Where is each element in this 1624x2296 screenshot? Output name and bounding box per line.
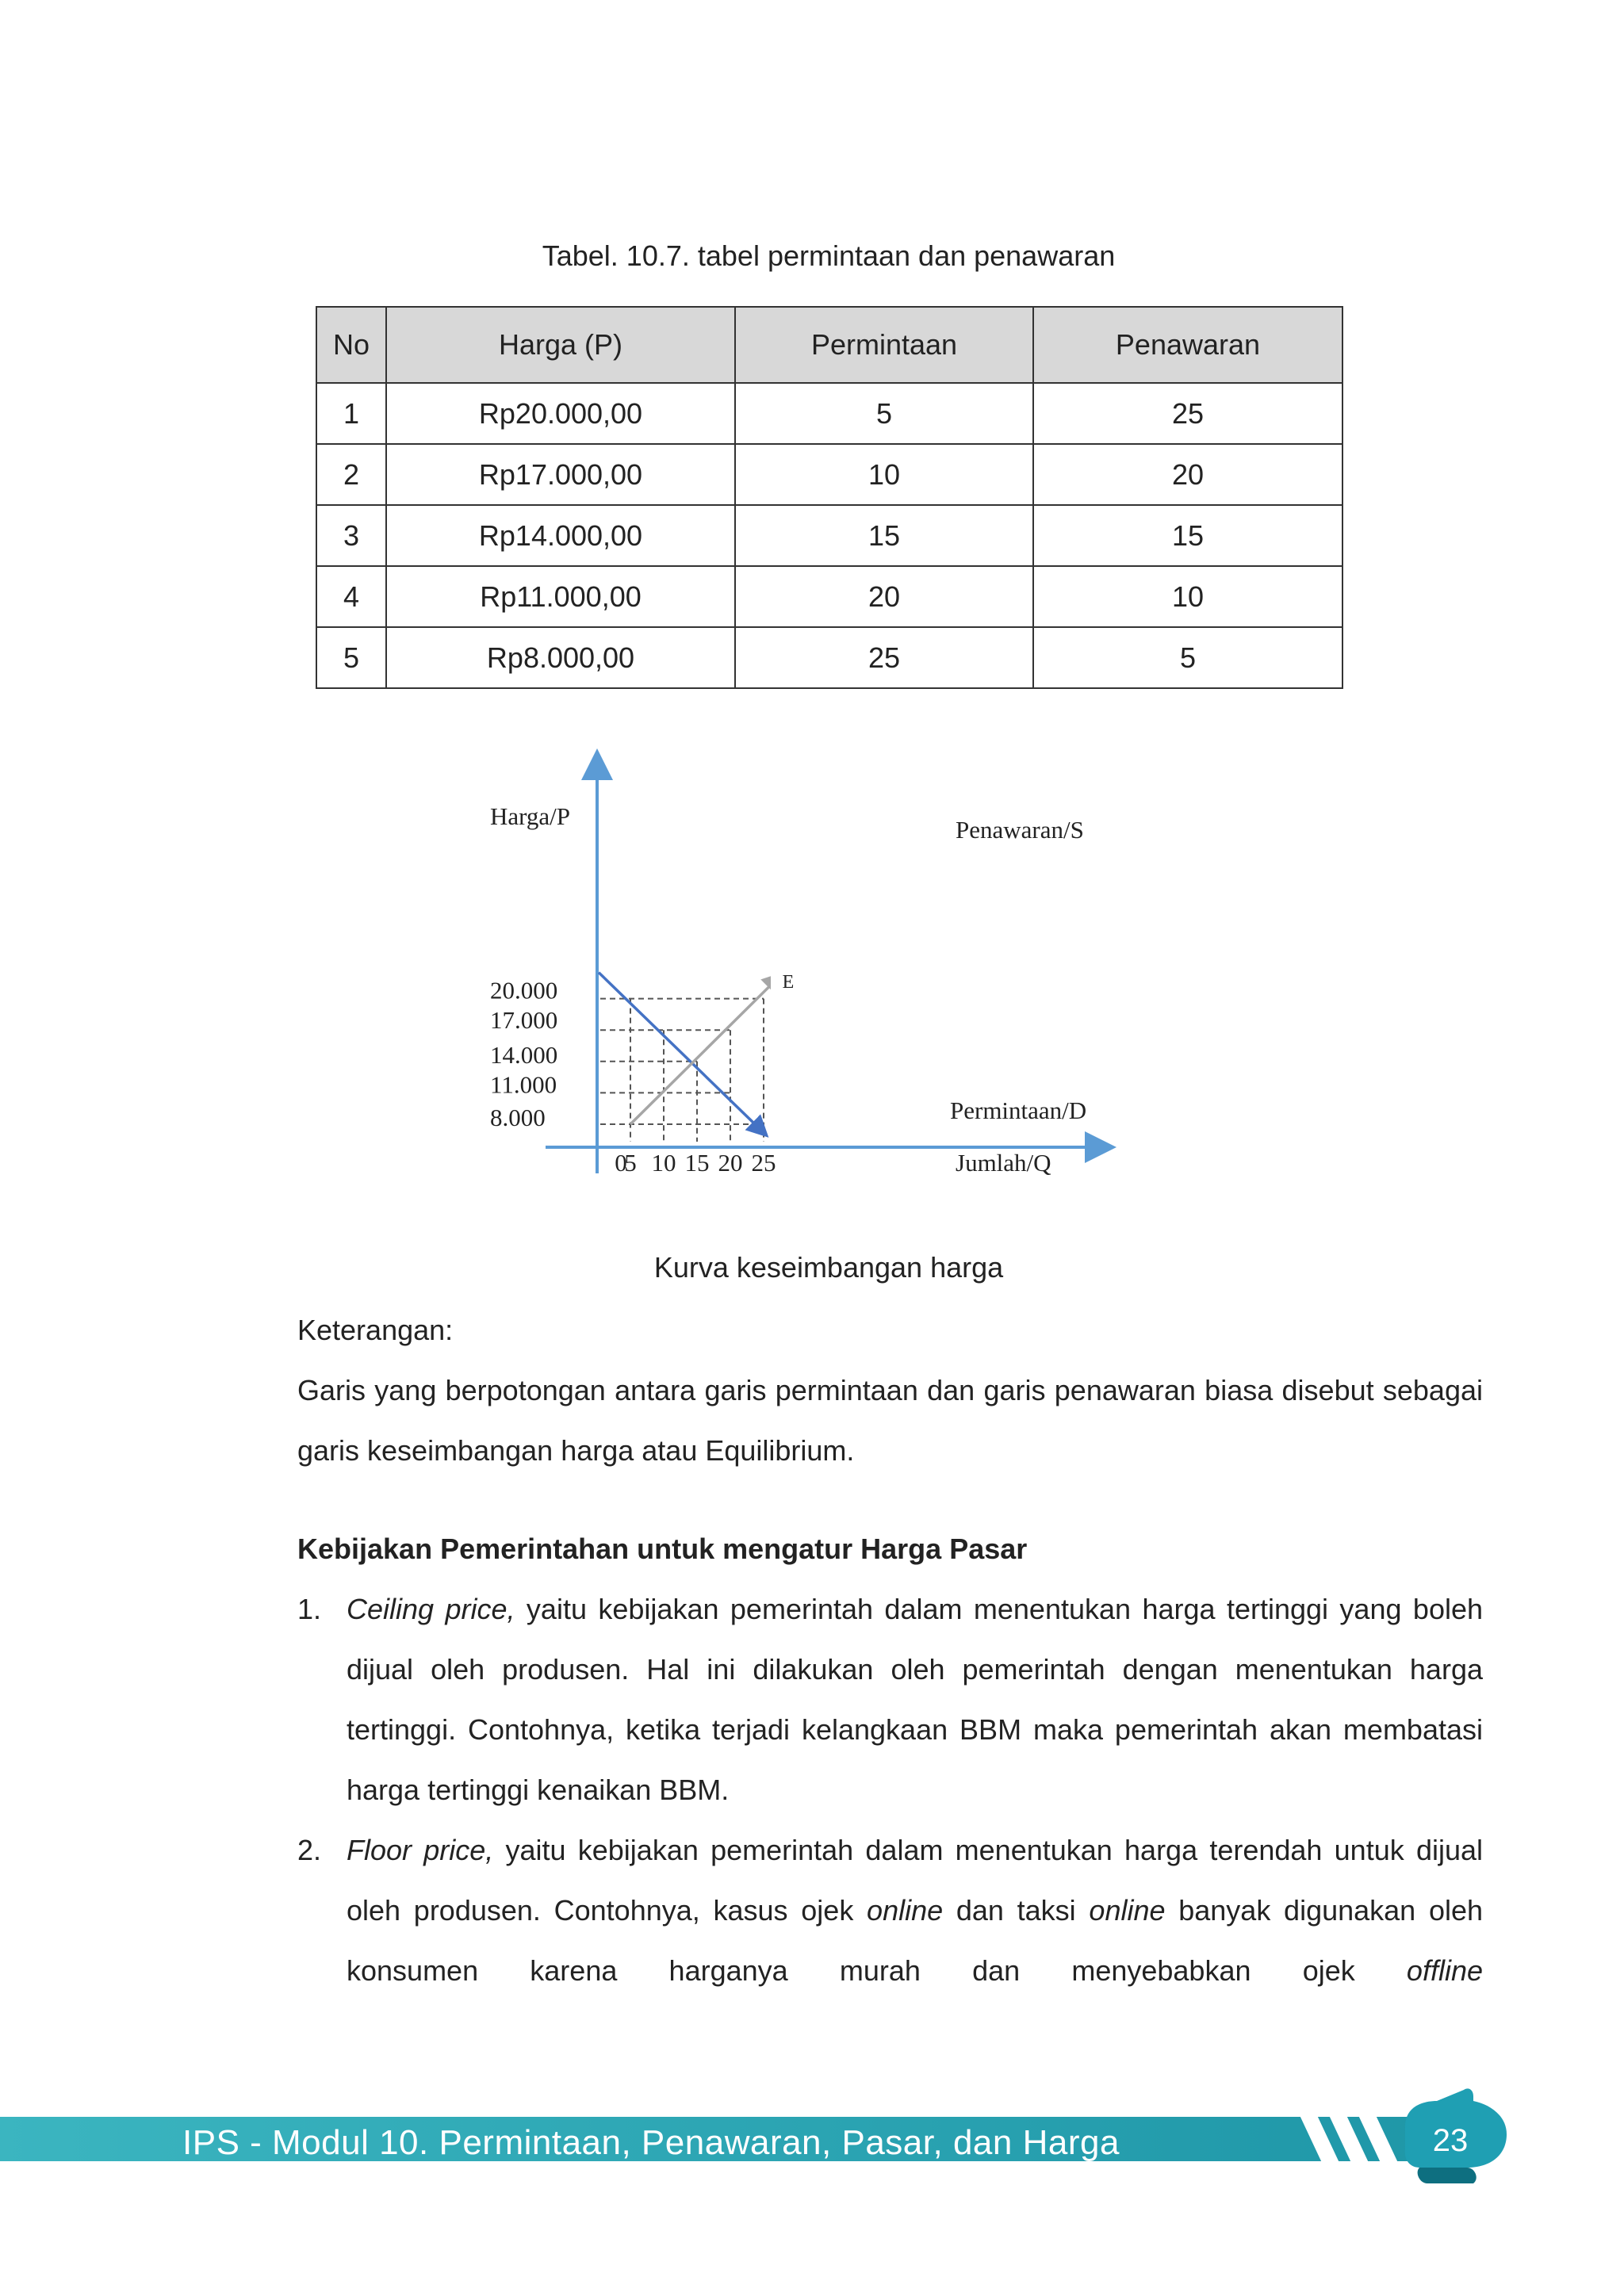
header-no: No xyxy=(316,307,386,383)
cell-permintaan: 10 xyxy=(735,444,1033,505)
cell-penawaran: 20 xyxy=(1033,444,1342,505)
cell-harga: Rp8.000,00 xyxy=(386,627,735,688)
table-row xyxy=(316,444,1342,505)
x-tick-label: 20 xyxy=(718,1149,743,1177)
y-tick-label: 11.000 xyxy=(490,1070,557,1099)
cell-harga: Rp14.000,00 xyxy=(386,505,735,566)
cell-harga: Rp20.000,00 xyxy=(386,383,735,444)
list-number: 2. xyxy=(297,1834,322,1866)
table-row xyxy=(316,566,1342,627)
item2-text-c: banyak digunakan oleh konsumen karena harganya murah dan menyebabkan ojek xyxy=(347,1894,1484,1987)
table-row xyxy=(316,383,1342,444)
cell-penawaran: 15 xyxy=(1033,505,1342,566)
cell-harga: Rp11.000,00 xyxy=(386,566,735,627)
list-item xyxy=(297,1820,1483,2001)
y-axis-label: Harga/P xyxy=(490,802,571,830)
cell-no: 2 xyxy=(316,444,386,505)
page-number: 23 xyxy=(1432,2123,1469,2158)
x-tick-label: 25 xyxy=(751,1149,776,1177)
footer-title: IPS - Modul 10. Permintaan, Penawaran, Pasar, dan Harga xyxy=(182,2123,1120,2162)
x-tick-label: 5 xyxy=(624,1149,637,1177)
series-lines xyxy=(599,973,780,1134)
term-floor-price: Floor price, xyxy=(347,1834,494,1866)
equilibrium-label: E xyxy=(782,972,795,993)
word-offline: offline xyxy=(1406,1954,1483,1987)
term-ceiling-price: Ceiling price, xyxy=(347,1593,515,1625)
cell-no: 5 xyxy=(316,627,386,688)
page-badge-shadow xyxy=(1418,2168,1477,2183)
y-tick-label: 14.000 xyxy=(490,1040,558,1069)
table-row xyxy=(316,627,1342,688)
item1-text: yaitu kebijakan pemerintah dalam menentukan harga tertinggi yang boleh dijual oleh produsen. Hal ini dilakukan oleh pemerintah dengan menentukan harga tertinggi. Contohnya, ketika terjadi kelangkaan BBM maka pemerintah akan membatasi harga tertinggi kenaikan BBM. xyxy=(347,1593,1483,1806)
demand-curve xyxy=(599,973,764,1134)
y-tick-label: 17.000 xyxy=(490,1006,558,1035)
cell-penawaran: 25 xyxy=(1033,383,1342,444)
table-header-row xyxy=(316,307,1342,383)
chart-caption: Kurva keseimbangan harga xyxy=(653,1251,1004,1284)
equilibrium-paragraph: Garis yang berpotongan antara garis permintaan dan garis penawaran biasa disebut sebagai garis keseimbangan harga atau Equilibrium. xyxy=(297,1374,1483,1467)
cell-permintaan: 15 xyxy=(735,505,1033,566)
x-tick-label: 10 xyxy=(651,1149,676,1177)
list-item xyxy=(297,1579,1483,1820)
cell-permintaan: 20 xyxy=(735,566,1033,627)
cell-harga: Rp17.000,00 xyxy=(386,444,735,505)
list-number: 1. xyxy=(297,1593,322,1625)
item2-text-a: yaitu kebijakan pemerintah dalam menentukan harga terendah untuk dijual oleh produsen. Contohnya, kasus ojek xyxy=(347,1834,1484,1927)
guide-lines xyxy=(600,999,764,1142)
cell-penawaran: 5 xyxy=(1033,627,1342,688)
table-row xyxy=(316,505,1342,566)
header-permintaan: Permintaan xyxy=(735,307,1033,383)
table-caption: Tabel. 10.7. tabel permintaan dan penawaran xyxy=(542,239,1116,272)
y-tick-label: 8.000 xyxy=(490,1104,546,1131)
y-tick-label: 20.000 xyxy=(490,976,558,1004)
cell-permintaan: 25 xyxy=(735,627,1033,688)
list-item-body xyxy=(347,1820,1483,2001)
supply-label: Penawaran/S xyxy=(956,816,1084,844)
section-title: Kebijakan Pemerintahan untuk mengatur Harga Pasar xyxy=(297,1533,1028,1565)
list-item-body xyxy=(347,1579,1483,1820)
cell-no: 4 xyxy=(316,566,386,627)
demand-label: Permintaan/D xyxy=(950,1096,1087,1124)
x-tick-label: 0 xyxy=(615,1149,627,1177)
x-axis-label: Jumlah/Q xyxy=(956,1149,1051,1177)
header-penawaran: Penawaran xyxy=(1033,307,1342,383)
demand-supply-table xyxy=(316,306,1343,689)
x-tick-label: 15 xyxy=(684,1149,710,1177)
cell-permintaan: 5 xyxy=(735,383,1033,444)
cell-penawaran: 10 xyxy=(1033,566,1342,627)
keterangan-label: Keterangan: xyxy=(297,1314,454,1346)
cell-no: 3 xyxy=(316,505,386,566)
item2-text-b: dan taksi xyxy=(943,1894,1090,1927)
header-harga: Harga (P) xyxy=(386,307,735,383)
cell-no: 1 xyxy=(316,383,386,444)
word-online: online xyxy=(867,1894,944,1927)
word-online: online xyxy=(1089,1894,1166,1927)
equilibrium-chart xyxy=(476,737,1126,1189)
